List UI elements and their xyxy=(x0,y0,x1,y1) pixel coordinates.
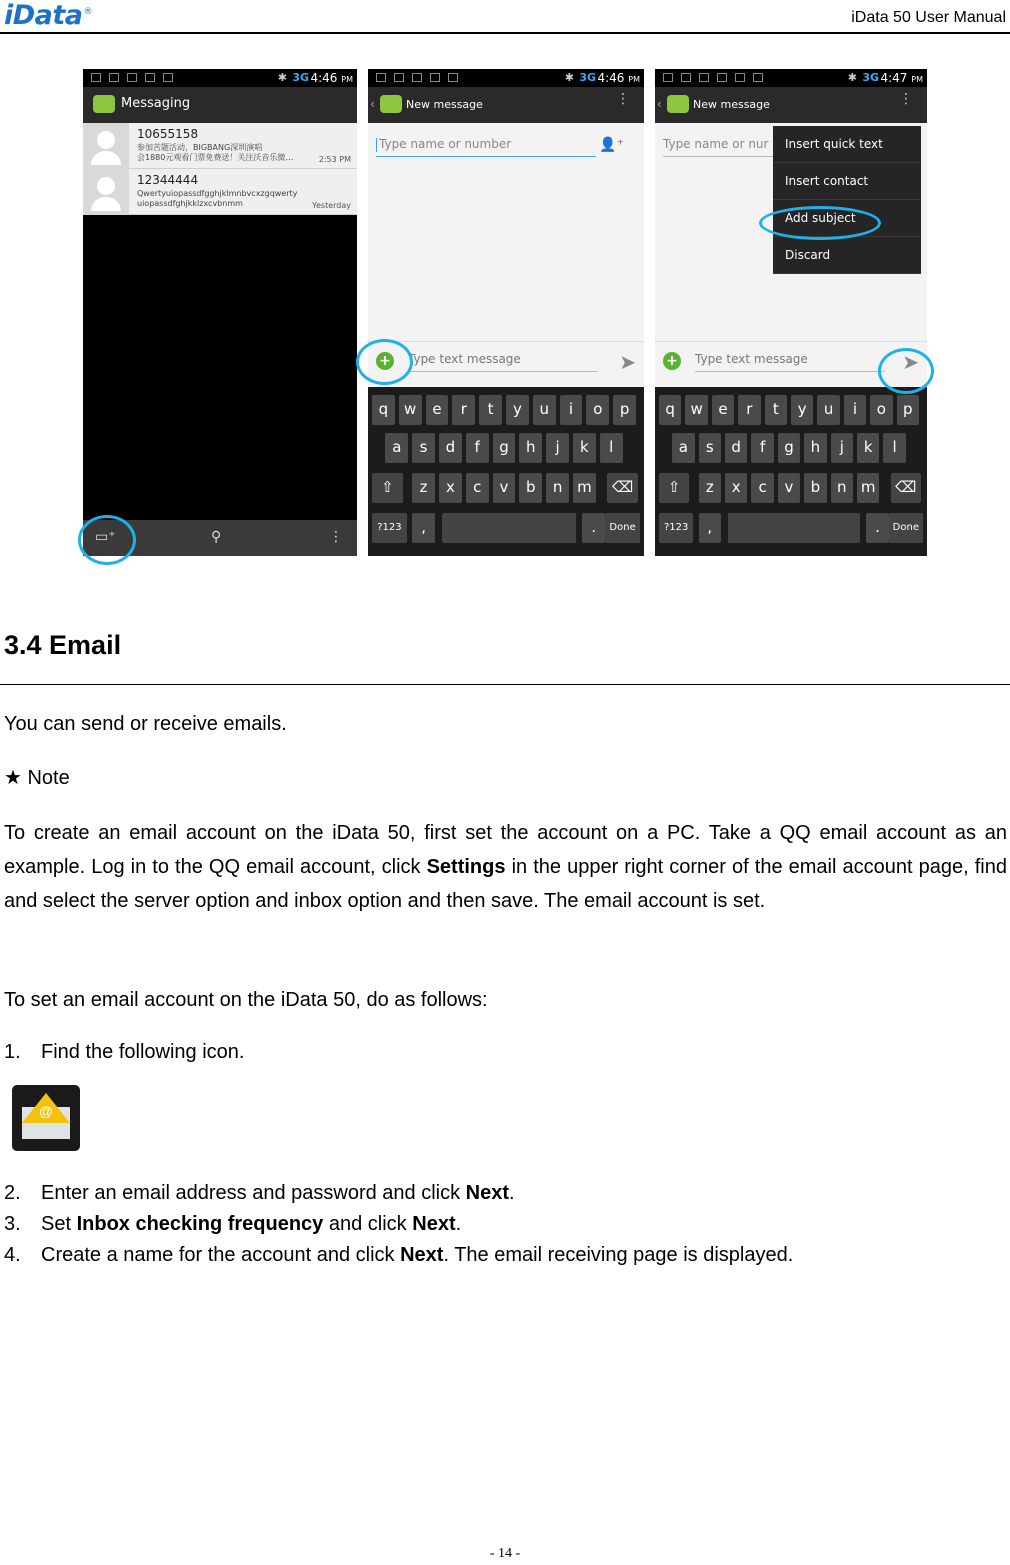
key-d[interactable]: d xyxy=(725,433,747,463)
highlight-ring-new-message xyxy=(78,515,136,565)
key-r[interactable]: r xyxy=(452,395,475,425)
thread-date: Yesterday xyxy=(312,201,351,210)
key-n[interactable]: n xyxy=(831,473,853,503)
thread-number: 12344444 xyxy=(137,173,199,187)
key-i[interactable]: i xyxy=(560,395,583,425)
action-bar xyxy=(83,87,357,123)
step-item xyxy=(4,1210,461,1238)
key-c[interactable]: c xyxy=(751,473,773,503)
section-heading: 3.4 Email xyxy=(4,630,122,660)
thread-number: 10655158 xyxy=(137,127,199,141)
key-p[interactable]: p xyxy=(613,395,636,425)
logo-text: iData xyxy=(4,0,83,31)
search-icon[interactable]: ⚲ xyxy=(211,529,222,545)
key-i[interactable]: i xyxy=(844,395,866,425)
key-q[interactable]: q xyxy=(659,395,681,425)
bluetooth-icon: ✱ xyxy=(564,71,574,84)
attach-plus-icon[interactable]: + xyxy=(663,352,681,370)
key-l[interactable]: l xyxy=(600,433,623,463)
email-app-icon xyxy=(12,1085,80,1151)
overflow-menu xyxy=(773,126,921,274)
preview-line: 参加苦题活动，BIGBANG深圳演唱 xyxy=(137,143,263,152)
at-sign-icon: @ xyxy=(39,1103,53,1119)
notification-icon xyxy=(145,73,155,82)
key-v[interactable]: v xyxy=(493,473,516,503)
bluetooth-icon: ✱ xyxy=(847,71,857,84)
key-h[interactable]: h xyxy=(804,433,826,463)
notification-icon xyxy=(430,73,440,82)
key-x[interactable]: x xyxy=(725,473,747,503)
key-n[interactable]: n xyxy=(546,473,569,503)
preview-line: 会1880元观看门票免费送！关注沃音乐微… xyxy=(137,153,294,162)
symbols-key[interactable]: ?123 xyxy=(659,513,693,543)
message-input[interactable] xyxy=(408,352,598,372)
action-bar xyxy=(368,87,644,123)
key-j[interactable]: j xyxy=(831,433,853,463)
key-o[interactable]: o xyxy=(870,395,892,425)
step-text: Create a name for the account and click xyxy=(41,1244,401,1266)
clock-ampm: PM xyxy=(628,75,640,84)
key-y[interactable]: y xyxy=(506,395,529,425)
message-placeholder: Type text message xyxy=(408,352,521,366)
comma-key[interactable]: , xyxy=(412,513,435,543)
space-key[interactable] xyxy=(728,513,860,543)
thread-item[interactable] xyxy=(83,169,357,215)
period-key[interactable]: . xyxy=(866,513,888,543)
key-u[interactable]: u xyxy=(817,395,839,425)
key-s[interactable]: s xyxy=(412,433,435,463)
clock xyxy=(880,71,923,85)
thread-item[interactable] xyxy=(83,123,357,169)
step-text: . The email receiving page is displayed. xyxy=(443,1244,794,1266)
contact-avatar-icon xyxy=(83,123,129,169)
send-icon[interactable]: ➤ xyxy=(902,350,919,374)
screen-title: New message xyxy=(693,98,770,111)
contact-avatar-icon xyxy=(83,169,129,215)
key-t[interactable]: t xyxy=(479,395,502,425)
note-text: in the upper right corner of the email account page, find and select the server option and inbox option and then save. The email account is set. xyxy=(4,856,1007,912)
screen-title: New message xyxy=(406,98,483,111)
overflow-menu-icon[interactable]: ⋮ xyxy=(899,91,913,107)
step-text: Find the following icon. xyxy=(41,1041,245,1063)
key-b[interactable]: b xyxy=(519,473,542,503)
preview-line: Qwertyuiopassdfgghjklmnbvcxzgqwerty xyxy=(137,189,297,198)
send-icon[interactable]: ➤ xyxy=(619,350,636,374)
key-k[interactable]: k xyxy=(857,433,879,463)
note-label: ★ Note xyxy=(4,767,70,789)
overflow-menu-icon[interactable]: ⋮ xyxy=(616,91,630,107)
key-f[interactable]: f xyxy=(751,433,773,463)
overflow-menu-icon[interactable]: ⋮ xyxy=(329,529,343,545)
notification-icon xyxy=(448,73,458,82)
notification-icon xyxy=(376,73,386,82)
clock-time: 4:47 xyxy=(880,71,908,85)
period-key[interactable]: . xyxy=(582,513,605,543)
shift-key-icon[interactable]: ⇧ xyxy=(659,473,689,503)
add-contact-icon[interactable]: 👤⁺ xyxy=(599,137,624,153)
key-g[interactable]: g xyxy=(493,433,516,463)
usb-icon xyxy=(412,73,422,82)
status-bar xyxy=(655,69,927,87)
clock-ampm: PM xyxy=(341,75,353,84)
highlight-ring-add-subject xyxy=(759,206,881,240)
page-header xyxy=(0,0,1010,34)
key-v[interactable]: v xyxy=(778,473,800,503)
notification-icon xyxy=(109,73,119,82)
key-a[interactable]: a xyxy=(672,433,694,463)
note-text: To create an email account on the iData 50, first set the account on a PC. Take a QQ email account as an example. Log in to the QQ email account, click xyxy=(4,822,1007,878)
key-h[interactable]: h xyxy=(519,433,542,463)
next-bold: Next xyxy=(400,1244,444,1266)
highlight-ring-send xyxy=(878,348,934,394)
usb-icon xyxy=(699,73,709,82)
highlight-ring-attach xyxy=(356,339,413,385)
recipient-placeholder: Type name or number xyxy=(379,137,512,151)
recipient-input[interactable] xyxy=(663,137,778,157)
key-m[interactable]: m xyxy=(573,473,596,503)
messaging-app-icon xyxy=(93,95,115,113)
step-text: . xyxy=(509,1182,515,1204)
key-s[interactable]: s xyxy=(699,433,721,463)
notification-icon xyxy=(681,73,691,82)
clock-time: 4:46 xyxy=(597,71,625,85)
new-message-icon[interactable]: ▭⁺ xyxy=(95,529,116,545)
notification-icon xyxy=(735,73,745,82)
done-key[interactable]: Done xyxy=(605,513,640,543)
menu-item-add-subject[interactable]: Add subject xyxy=(773,200,921,237)
step-number: 2. xyxy=(4,1182,21,1204)
key-w[interactable]: w xyxy=(685,395,707,425)
key-m[interactable]: m xyxy=(857,473,879,503)
backspace-key-icon[interactable]: ⌫ xyxy=(891,473,921,503)
status-bar xyxy=(368,69,644,87)
text-cursor xyxy=(376,138,377,152)
compose-area xyxy=(368,123,644,341)
clock xyxy=(310,71,353,85)
network-indicator: 3G xyxy=(292,71,309,84)
step-number: 4. xyxy=(4,1244,21,1266)
status-bar xyxy=(83,69,357,87)
steps-intro: To set an email account on the iData 50, do as follows: xyxy=(4,989,488,1011)
thread-list xyxy=(83,123,357,215)
messaging-app-icon xyxy=(380,95,402,113)
screenshot-new-message xyxy=(368,69,644,556)
next-bold: Next xyxy=(465,1182,510,1204)
next-bold: Next xyxy=(412,1213,456,1235)
key-z[interactable]: z xyxy=(412,473,435,503)
bluetooth-icon: ✱ xyxy=(277,71,287,84)
keyboard xyxy=(655,387,927,556)
step-text: and click xyxy=(323,1213,413,1235)
symbols-key[interactable]: ?123 xyxy=(372,513,407,543)
network-indicator: 3G xyxy=(862,71,879,84)
step-text: Set xyxy=(41,1213,77,1235)
registered-mark: ® xyxy=(83,7,93,17)
notification-icon xyxy=(753,73,763,82)
clock-ampm: PM xyxy=(911,75,923,84)
key-j[interactable]: j xyxy=(546,433,569,463)
notification-icon xyxy=(91,73,101,82)
message-input[interactable] xyxy=(695,352,885,372)
step-item xyxy=(4,1179,515,1207)
thread-date: 2:53 PM xyxy=(318,155,351,164)
key-t[interactable]: t xyxy=(765,395,787,425)
key-g[interactable]: g xyxy=(778,433,800,463)
key-z[interactable]: z xyxy=(699,473,721,503)
clock-time: 4:46 xyxy=(310,71,338,85)
idata-logo xyxy=(4,0,92,31)
screenshot-new-message-menu xyxy=(655,69,927,556)
step-number: 1. xyxy=(4,1041,21,1063)
menu-item-insert-contact[interactable]: Insert contact xyxy=(773,163,921,200)
message-placeholder: Type text message xyxy=(695,352,808,366)
settings-bold: Settings xyxy=(426,856,506,878)
back-chevron-icon[interactable]: ‹ xyxy=(657,97,662,111)
note-paragraph xyxy=(4,816,1007,918)
key-u[interactable]: u xyxy=(533,395,556,425)
key-w[interactable]: w xyxy=(399,395,422,425)
step-text: . xyxy=(455,1213,462,1235)
key-k[interactable]: k xyxy=(573,433,596,463)
key-o[interactable]: o xyxy=(586,395,609,425)
clock xyxy=(597,71,640,85)
key-e[interactable]: e xyxy=(426,395,449,425)
section-divider xyxy=(0,684,1010,685)
notification-icon xyxy=(717,73,727,82)
manual-title: iData 50 User Manual xyxy=(851,9,1006,26)
notification-icon xyxy=(394,73,404,82)
step-number: 3. xyxy=(4,1213,21,1235)
key-q[interactable]: q xyxy=(372,395,395,425)
key-c[interactable]: c xyxy=(466,473,489,503)
step-item xyxy=(4,1241,793,1269)
attach-plus-icon[interactable]: + xyxy=(376,352,394,370)
shift-key-icon[interactable]: ⇧ xyxy=(372,473,403,503)
menu-item-insert-quick-text[interactable]: Insert quick text xyxy=(773,126,921,163)
key-a[interactable]: a xyxy=(385,433,408,463)
inbox-frequency-bold: Inbox checking frequency xyxy=(76,1213,324,1235)
key-p[interactable]: p xyxy=(897,395,919,425)
back-chevron-icon[interactable]: ‹ xyxy=(370,97,375,111)
messaging-app-icon xyxy=(667,95,689,113)
key-f[interactable]: f xyxy=(466,433,489,463)
comma-key[interactable]: , xyxy=(699,513,721,543)
intro-text: You can send or receive emails. xyxy=(4,713,287,735)
network-indicator: 3G xyxy=(579,71,596,84)
usb-icon xyxy=(127,73,137,82)
thread-preview xyxy=(137,189,297,209)
key-d[interactable]: d xyxy=(439,433,462,463)
preview-line: uiopassdfghjkklzxcvbnmm xyxy=(137,199,243,208)
thread-preview xyxy=(137,143,297,163)
page-number: - 14 - xyxy=(489,1546,521,1561)
notification-icon xyxy=(163,73,173,82)
key-r[interactable]: r xyxy=(738,395,760,425)
recipient-placeholder: Type name or nur xyxy=(663,137,769,151)
menu-item-discard[interactable]: Discard xyxy=(773,237,921,274)
recipient-input[interactable] xyxy=(376,137,596,157)
key-y[interactable]: y xyxy=(791,395,813,425)
done-key[interactable]: Done xyxy=(889,513,923,543)
step-item xyxy=(4,1038,244,1066)
backspace-key-icon[interactable]: ⌫ xyxy=(607,473,638,503)
screen-title: Messaging xyxy=(121,96,191,111)
step-text: Enter an email address and password and click xyxy=(41,1182,466,1204)
action-bar xyxy=(655,87,927,123)
keyboard xyxy=(368,387,644,556)
space-key[interactable] xyxy=(442,513,576,543)
key-x[interactable]: x xyxy=(439,473,462,503)
key-b[interactable]: b xyxy=(804,473,826,503)
key-e[interactable]: e xyxy=(712,395,734,425)
screenshot-messaging xyxy=(83,69,357,556)
notification-icon xyxy=(663,73,673,82)
key-l[interactable]: l xyxy=(883,433,905,463)
